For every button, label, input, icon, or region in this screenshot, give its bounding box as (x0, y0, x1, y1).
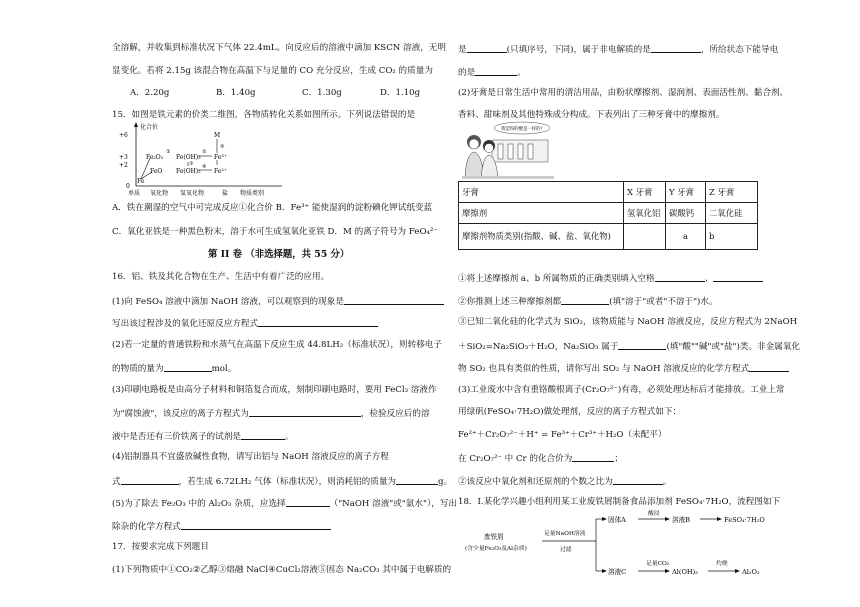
iron-valence-chart (114, 120, 304, 198)
node-feoh3: Fe(OH)₃ (176, 154, 201, 161)
q16-3-line2 (112, 408, 430, 419)
q16-4-head: 式 (112, 477, 121, 487)
q16-1-text2: 写出该过程涉及的氧化还原反应方程式 (112, 319, 259, 329)
r6-text-a: ②你推测上述三种摩擦剂都 (458, 297, 562, 307)
table-cell: 牙膏 (459, 182, 624, 203)
q16-5-text2: 除杂的化学方程式 (112, 522, 181, 532)
r-line10: (3)工业废水中含有重铬酸根离子(Cr₂O₇²⁻)有毒，必须处理达标后才能排放。工业上常 (458, 385, 785, 395)
flow-acid-step: 酸浸 (648, 511, 660, 517)
flow-product-ferrous: FeSO₄·7H₂O (724, 516, 765, 524)
r14-text-a: ②该反应中氧化剂和还原剂的个数之比为 (458, 477, 613, 487)
node-feoh2: Fe(OH)₂ (176, 168, 201, 175)
q15-option-b: Fe³⁺ 能使湿润的淀粉碘化钾试纸变蓝 (290, 203, 433, 213)
table-cell: 氢氧化铝 (624, 203, 666, 224)
q16-3-text: 为"腐蚀液"，该反应的离子方程式为 (112, 409, 249, 419)
r-line5 (458, 273, 763, 284)
q16-2-line2 (112, 363, 236, 374)
q16-2-unit: mol。 (211, 364, 237, 374)
r-line8 (458, 341, 800, 352)
node-fe2plus: Fe²⁺ (214, 168, 227, 175)
q14-line1: 全溶解，并收集到标准状况下气体 22.4mL。向反应后的溶液中滴加 KSCN 溶液，无明 (112, 43, 446, 53)
r-line4: 香料、甜味剂及其他特殊成分构成。下表列出了三种牙膏中的摩擦剂。 (458, 110, 725, 120)
xtick-oxide: 氧化物 (150, 190, 169, 197)
table-cell: Y 牙膏 (666, 182, 706, 203)
q16-1-text: (1)向 FeSO₄ 溶液中滴加 NaOH 溶液，可以观察到的现象是 (112, 297, 344, 307)
xtick-element: 单质 (128, 190, 141, 197)
q14-line2: 显变化。若将 2.15g 该混合物在高温下与足量的 CO 充分反应，生成 CO₂ 的质量为 (112, 66, 433, 76)
flow-solution-b: 溶液B (672, 516, 691, 524)
node-fe: Fe (137, 178, 145, 185)
answer-blank[interactable] (655, 273, 705, 282)
speech-bubble-text: 我觉得的酸是一样的! (501, 127, 543, 132)
r6-text-b: (填"溶于"或者"不溶于")水。 (609, 297, 718, 307)
q15-option-cd: C．氧化亚铁是一种黑色粉末，溶于水可生成氢氧化亚铁 D．M 的离子符号为 FeO₄²⁻ (112, 227, 438, 237)
r-line9 (458, 363, 789, 374)
r5-text-b: 、 (704, 274, 714, 284)
node-m: M (214, 132, 221, 139)
q16-1-line2 (112, 318, 378, 329)
q16-3-line3 (112, 431, 294, 442)
section-title: 第 II 卷 （非选择题，共 55 分） (208, 249, 350, 260)
answer-blank[interactable] (164, 363, 212, 372)
r13-text-a: 在 Cr₂O₇²⁻ 中 Cr 的化合价为 (458, 454, 573, 464)
flow-co2-step: 足量CO₂ (646, 561, 670, 567)
q16-2-text: 的物质的量为 (112, 364, 164, 374)
r9-text-a: 物 SO₂ 也具有类似的性质，请你写出 SO₂ 与 NaOH 溶液反应的化学方程式 (458, 364, 750, 374)
answer-blank[interactable] (181, 521, 331, 530)
flow-aloh3: Al(OH)₃ (672, 568, 698, 576)
q16-5-tail: （"NaOH 溶液"或"氨水"），写出 (329, 499, 458, 509)
answer-blank[interactable] (121, 476, 179, 485)
r-line6 (458, 296, 718, 307)
q16-4-line1: (4)铝制器具不宜盛放碱性食物，请写出铝与 NaOH 溶液反应的离子方程 (112, 452, 389, 462)
table-cell: a (666, 224, 706, 250)
q16-4-line2 (112, 476, 452, 487)
ytick-zero: 0 (126, 183, 130, 190)
r2-text-a: 的是 (458, 68, 476, 78)
q16-3-tail3: 。 (284, 432, 294, 442)
q16-4-mid: ，若生成 6.72LH₂ 气体（标准状况），则消耗铝的质量为 (178, 477, 397, 487)
flow-step1-reagent: 足量NaOH溶液 (544, 531, 586, 537)
r-line3: (2)牙膏是日常生活中常用的清洁用品，由粉状摩擦剂、湿润剂、表面活性剂、黏合剂、 (458, 88, 789, 98)
table-row (459, 182, 758, 203)
r-line7: ③已知二氧化硅的化学式为 SiO₂，该物质能与 NaOH 溶液反应，反应方程式为 2NaOH (458, 317, 798, 327)
answer-blank[interactable] (572, 453, 614, 462)
table-cell: 二氧化硅 (706, 203, 758, 224)
q15-stem: 15．如图是铁元素的价类二维图，各物质转化关系如图所示。下列说法错误的是 (112, 110, 416, 120)
table-cell: 碳酸钙 (666, 203, 706, 224)
process-flowchart (462, 507, 780, 587)
flow-product-alumina: Al₂O₃ (742, 568, 760, 576)
flow-solid-a: 固体A (608, 516, 626, 524)
answer-blank[interactable] (396, 476, 438, 485)
q16-3-line1: (3)印刷电路板是由高分子材料和铜箔复合而成，刻制印刷电路时，要用 FeCl₃ 溶液作 (112, 385, 437, 395)
r-line2 (458, 67, 526, 78)
q15-option-ab (112, 204, 432, 213)
r2-text-b: 。 (517, 68, 526, 78)
flow-start-note: (含少量Fe₂O₃及Al杂质) (465, 546, 527, 552)
answer-blank[interactable] (749, 363, 789, 372)
answer-blank[interactable] (618, 341, 666, 350)
xtick-hydroxide: 氢氧化物 (180, 190, 205, 197)
r1-text-b: (只填序号，下同)，属于非电解质的是 (506, 45, 651, 55)
q14-option-b: B．1.40g (216, 88, 256, 98)
answer-blank[interactable] (651, 44, 701, 53)
q16-2-line1: (2)若一定量的普通铁粉和水蒸气在高温下反应生成 44.8LH₂（标准状况），则转移电子 (112, 340, 442, 350)
answer-blank[interactable] (249, 408, 361, 417)
q15-option-a: A．铁在潮湿的空气中可完成反应①化合价 B． (112, 203, 291, 213)
r13-text-b: ； (614, 454, 623, 464)
r1-text-c: ，所给状态下能导电 (700, 45, 779, 55)
flow-start-title: 废铁屑 (484, 533, 504, 541)
table-cell: b (706, 224, 758, 250)
table-cell: Z 牙膏 (706, 182, 758, 203)
answer-blank[interactable] (613, 476, 663, 485)
q16-stem: 16．铝、铁及其化合物在生产、生活中有着广泛的应用。 (112, 272, 330, 282)
toothpaste-table (458, 181, 758, 250)
q16-5-line1 (112, 498, 457, 509)
q16-3-text3: 液中是否还有三价铁离子的试剂是 (112, 432, 241, 442)
ytick-plus6: +6 (119, 132, 128, 139)
q16-5-line2 (112, 521, 331, 532)
r-equation: Fe²⁺＋Cr₂O₇²⁻＋H⁺ = Fe³⁺＋Cr³⁺＋H₂O（未配平） (458, 430, 667, 440)
circle-4: ④ (202, 164, 207, 170)
flow-burn-step: 灼烧 (716, 561, 728, 567)
answer-blank[interactable] (561, 296, 609, 305)
answer-blank[interactable] (286, 498, 330, 507)
circle-5: ⑤ (220, 144, 225, 150)
answer-blank[interactable] (475, 67, 517, 76)
table-cell (624, 224, 666, 250)
r8-text-b: (填"酸""碱"或"盐")类。非金属氧化 (666, 342, 801, 352)
q14-option-a: A．2.20g (130, 88, 170, 98)
q16-3-tail: ，检验反应后的溶 (360, 409, 430, 419)
circle-2: ② (202, 149, 207, 155)
q14-option-d: D．1.10g (380, 88, 421, 98)
flow-step1-filter: 过滤 (560, 547, 572, 553)
q18-stem: 18．Ⅰ.某化学兴趣小组利用某工业废铁屑制备食品添加剂 FeSO₄·7H₂O，流程图如下 (458, 497, 781, 507)
q17-1-line1: (1)下列物质中①CO₂②乙醇③熔融 NaCl④CuCl₂溶液⑤固态 Na₂CO₃ 其中属于电解质的 (112, 565, 452, 575)
answer-blank[interactable] (344, 296, 444, 305)
q14-option-c: C．1.30g (302, 88, 342, 98)
r8-text-a: ＋SiO₂=Na₂SiO₃＋H₂O，Na₂SiO₃ 属于 (458, 342, 619, 352)
r-line13 (458, 453, 623, 464)
circle-3: ③ (189, 161, 194, 167)
xtick-class: 物质类别 (240, 190, 265, 197)
r-line1 (458, 44, 778, 55)
table-row (459, 203, 758, 224)
xtick-salt: 盐 (222, 190, 229, 197)
table-row (459, 224, 758, 250)
table-cell: 摩擦剂 (459, 203, 624, 224)
chart-ylabel: 化合价 (140, 124, 159, 131)
q16-5-text: (5)为了除去 Fe₂O₃ 中的 Al₂O₃ 杂质，应选择 (112, 499, 286, 509)
circle-1: ① (166, 149, 171, 155)
r-line11: 用绿矾(FeSO₄·7H₂O)做处理剂，反应的离子方程式如下： (458, 407, 682, 417)
answer-blank[interactable] (713, 273, 763, 282)
r-line14 (458, 476, 671, 487)
answer-blank[interactable] (258, 318, 378, 327)
r5-text-a: ①将上述摩擦剂 a、b 所属物质的正确类别填入空格 (458, 274, 655, 284)
ytick-plus2: +2 (119, 162, 128, 169)
node-feo: FeO (150, 168, 163, 175)
students-cartoon-image (462, 120, 554, 180)
q16-1-line1 (112, 296, 444, 307)
answer-blank[interactable] (467, 44, 507, 53)
r1-text-a: 是 (458, 45, 467, 55)
q16-4-tail: g。 (438, 477, 453, 487)
table-cell: 摩擦剂物质类别(指酸、碱、盐、氧化物) (459, 224, 624, 250)
flow-solution-c: 溶液C (608, 568, 627, 576)
r14-text-b: 。 (662, 477, 672, 487)
q17-stem: 17．按要求完成下列题目 (112, 542, 209, 552)
answer-blank[interactable] (241, 431, 285, 440)
node-fe3plus: Fe³⁺ (214, 154, 227, 161)
ytick-plus3: +3 (119, 154, 128, 161)
table-cell: X 牙膏 (624, 182, 666, 203)
node-fe2o3: Fe₂O₃ (146, 154, 164, 161)
